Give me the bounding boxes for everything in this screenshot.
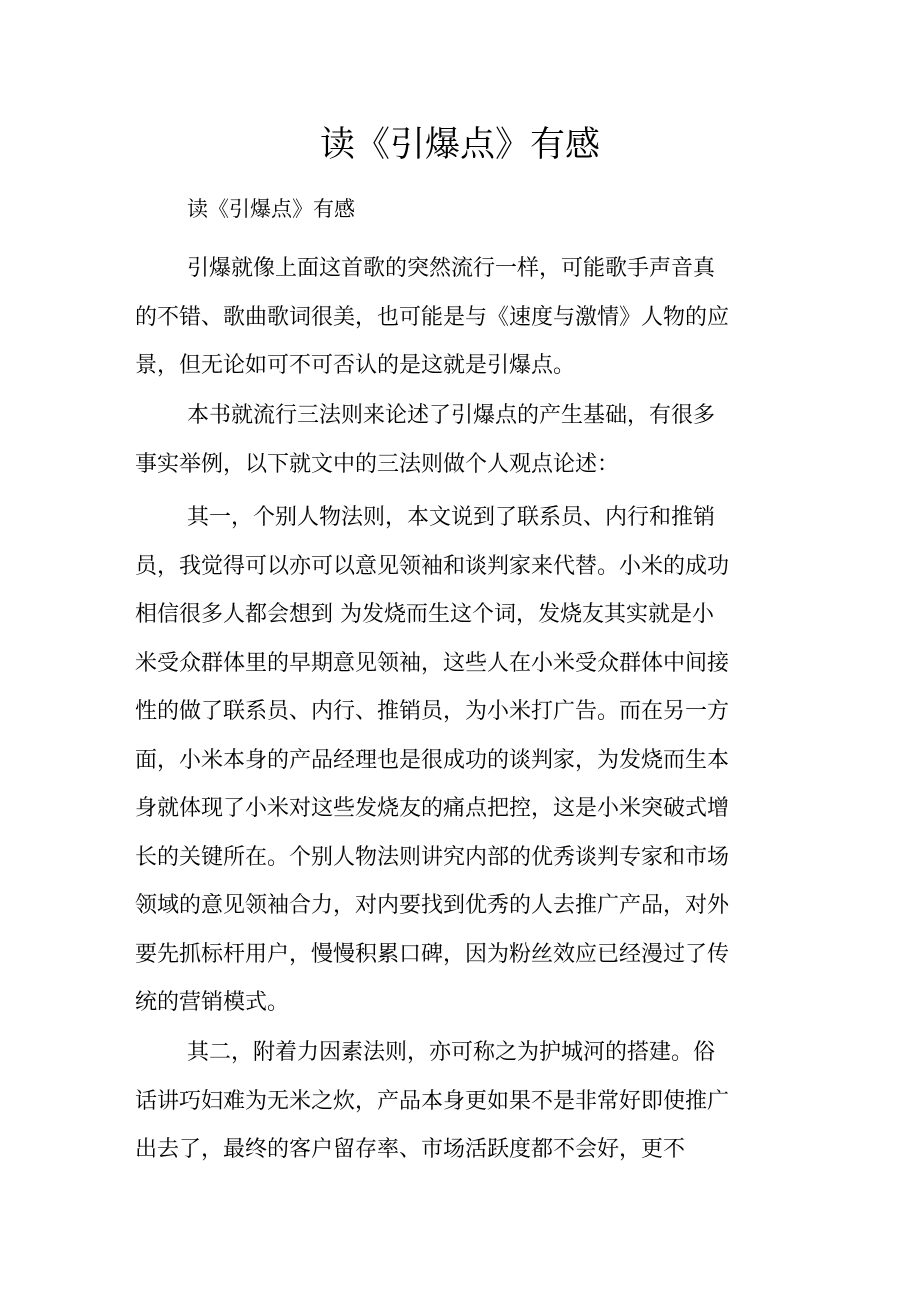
- document-title: 读《引爆点》有感: [319, 125, 600, 165]
- paragraph-2: 本书就流行三法则来论述了引爆点的产生基础，有很多事实举例，以下就文中的三法则做个人观点论述：: [135, 403, 716, 477]
- paragraph-3: 其一，个别人物法则，本文说到了联系员、内行和推销员，我觉得可以亦可以意见领袖和谈判家来代替。小米的成功相信很多人都会想到 为发烧而生这个词，发烧友其实就是小米受众群体里的早期意见领袖，这些人在小米受众群体中间接性的做了联系员、内行、推销员，为小米打广告。而在另一方面，小米本身的产品经理也是很成功的谈判家，为发烧而生本身就体现了小米对这些发烧友的痛点把控，这是小米突破式增长的关键所在。个别人物法则讲究内部的优秀谈判专家和市场领域的意见领袖合力，对内要找到优秀的人去推广产品，对外要先抓标杆用户，慢慢积累口碑，因为粉丝效应已经漫过了传统的营销模式。: [135, 505, 730, 1015]
- paragraph-4: 其二，附着力因素法则，亦可称之为护城河的搭建。俗话讲巧妇难为无米之炊，产品本身更如果不是非常好即使推广出去了，最终的客户留存率、市场活跃度都不会好，更不: [135, 1040, 730, 1162]
- paragraph-1: 引爆就像上面这首歌的突然流行一样，可能歌手声音真的不错、歌曲歌词很美，也可能是与《速度与激情》人物的应景，但无论如可不可否认的是这就是引爆点。: [135, 256, 730, 378]
- document-subtitle: 读《引爆点》有感: [187, 197, 355, 221]
